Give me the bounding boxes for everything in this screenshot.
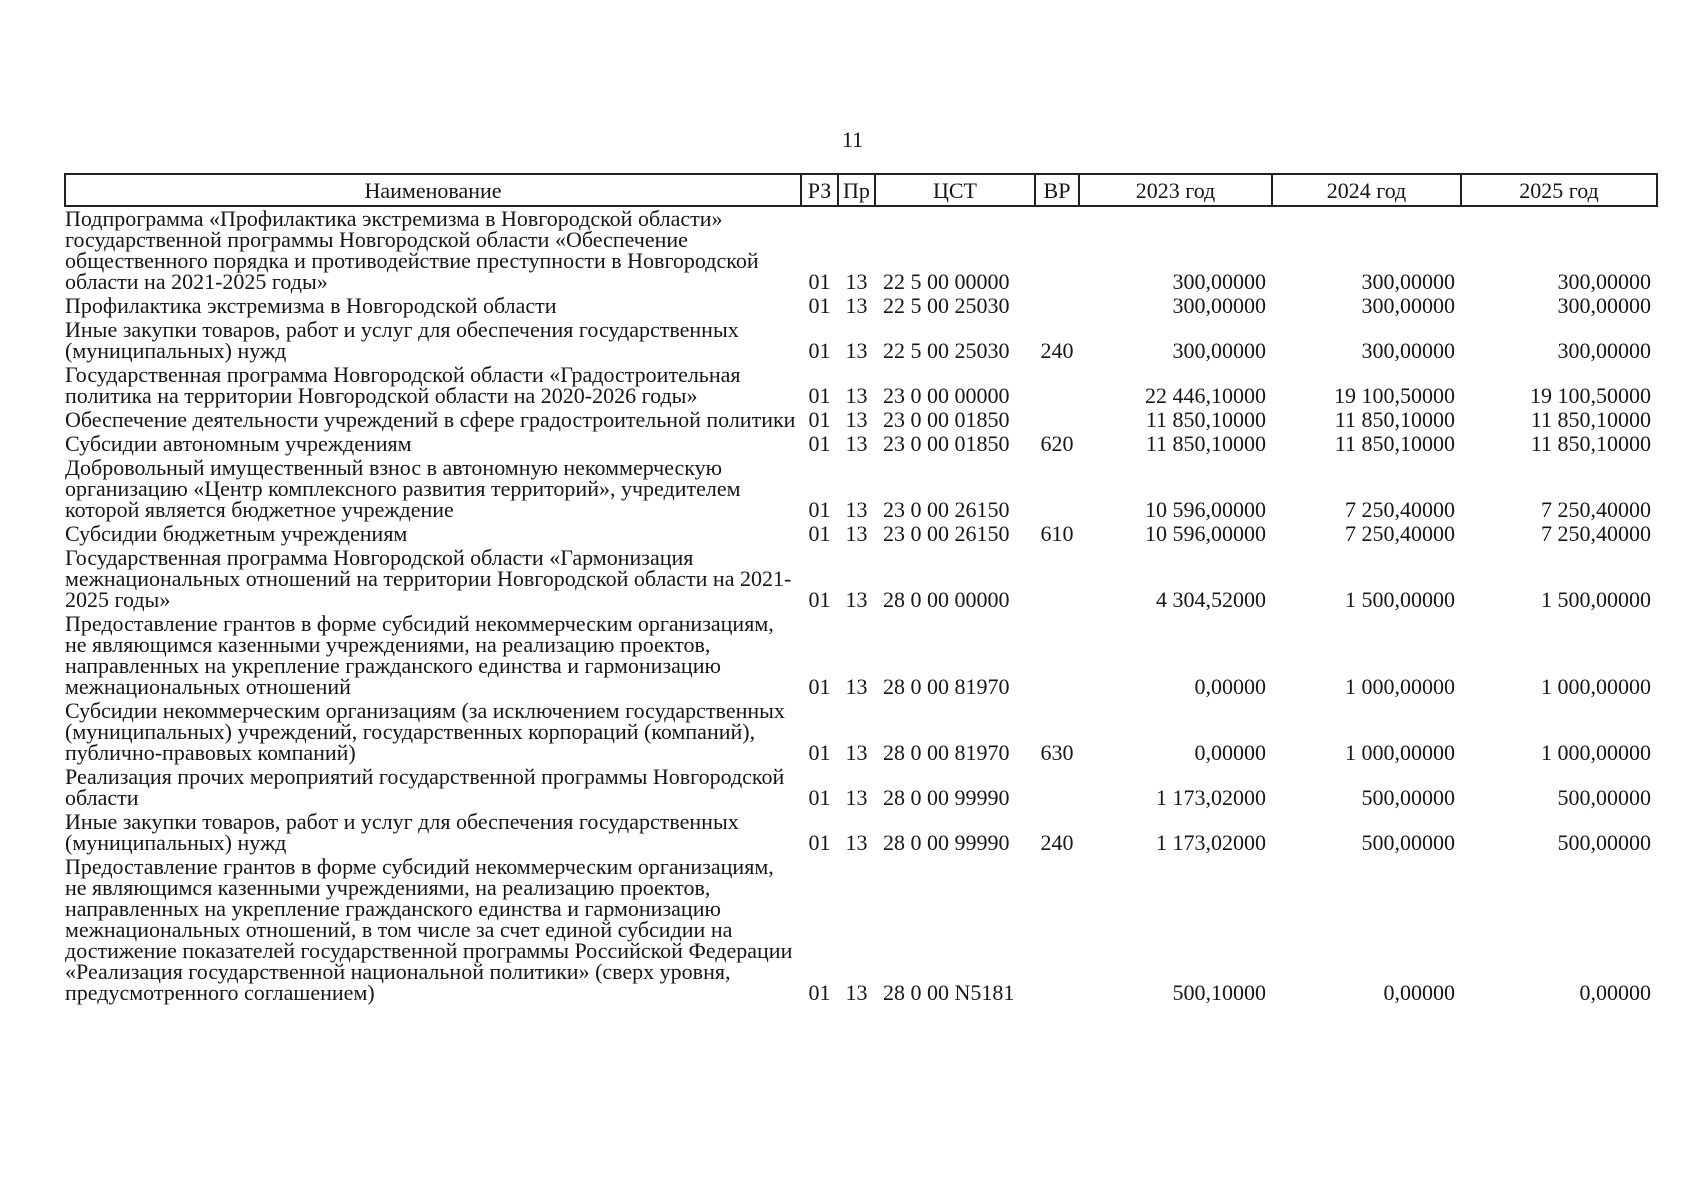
row-2023: 300,00000 <box>1172 338 1266 363</box>
row-2025: 1 000,00000 <box>1541 740 1651 765</box>
table-row <box>65 765 1657 810</box>
row-rz: 01 <box>808 521 831 546</box>
row-2024: 1 000,00000 <box>1345 674 1455 699</box>
row-name: Государственная программа Новгородской области «Градостроительная политика на территории Новгородской области на 2020-2026 годы» <box>65 362 741 408</box>
row-2025: 11 850,10000 <box>1530 431 1651 456</box>
row-pr: 13 <box>845 293 868 318</box>
row-rz: 01 <box>808 980 831 1005</box>
table-row <box>65 408 1657 432</box>
row-vr: 630 <box>1040 740 1074 765</box>
table-row <box>65 612 1657 699</box>
row-rz: 01 <box>808 497 831 522</box>
table-row <box>65 206 1657 294</box>
row-2024: 300,00000 <box>1361 293 1455 318</box>
row-name: Обеспечение деятельности учреждений в сфере градостроительной политики <box>65 407 796 432</box>
row-2025: 500,00000 <box>1557 830 1651 855</box>
row-2025: 0,00000 <box>1579 980 1651 1005</box>
row-rz: 01 <box>808 785 831 810</box>
row-2025: 300,00000 <box>1557 338 1651 363</box>
row-name: Субсидии некоммерческим организациям (за исключением государственных (муниципальных) учреждений, государственных корпораций (компаний), публично-правовых компаний) <box>65 698 785 765</box>
row-name: Предоставление грантов в форме субсидий некоммерческим организациям, не являющимся казенными учреждениями, на реализацию проектов, направленных на укрепление гражданского единства и гармонизацию межнациональных отношений, в том числе за счет единой субсидии на достижение показателей государственной программы Российской Федерации «Реализация государственной национальной политики» (сверх уровня, предусмотренного соглашением) <box>65 854 793 1005</box>
row-cst: 28 0 00 99990 <box>883 785 1010 810</box>
row-2023: 11 850,10000 <box>1145 431 1266 456</box>
table-row <box>65 522 1657 546</box>
row-2024: 300,00000 <box>1361 269 1455 294</box>
row-cst: 22 5 00 00000 <box>883 269 1010 294</box>
row-2023: 10 596,00000 <box>1145 521 1266 546</box>
row-cst: 28 0 00 N5181 <box>883 980 1015 1005</box>
row-2023: 1 173,02000 <box>1156 785 1266 810</box>
row-pr: 13 <box>845 338 868 363</box>
row-rz: 01 <box>808 293 831 318</box>
row-2025: 7 250,40000 <box>1541 497 1651 522</box>
row-name: Реализация прочих мероприятий государственной программы Новгородской области <box>65 764 785 810</box>
row-2024: 11 850,10000 <box>1334 431 1455 456</box>
row-cst: 28 0 00 99990 <box>883 830 1010 855</box>
row-vr <box>1035 612 1079 699</box>
header-vr: ВР <box>1035 174 1079 206</box>
row-name: Подпрограмма «Профилактика экстремизма в Новгородской области» государственной программы Новгородской области «Обеспечение общественного порядка и противодействие преступности в Новгородской области на 2021-2025 годы» <box>65 206 759 294</box>
row-rz: 01 <box>808 830 831 855</box>
row-pr: 13 <box>845 497 868 522</box>
row-rz: 01 <box>808 740 831 765</box>
row-vr <box>1035 294 1079 318</box>
row-2025: 1 500,00000 <box>1541 587 1651 612</box>
row-2023: 500,10000 <box>1172 980 1266 1005</box>
row-name: Предоставление грантов в форме субсидий некоммерческим организациям, не являющимся казенными учреждениями, на реализацию проектов, направленных на укрепление гражданского единства и гармонизацию межнациональных отношений <box>65 611 774 699</box>
row-pr: 13 <box>845 674 868 699</box>
row-2023: 1 173,02000 <box>1156 830 1266 855</box>
row-pr: 13 <box>845 521 868 546</box>
table-row <box>65 294 1657 318</box>
row-vr <box>1035 408 1079 432</box>
table-row <box>65 318 1657 363</box>
row-name: Субсидии автономным учреждениям <box>65 431 412 456</box>
row-2024: 500,00000 <box>1361 830 1455 855</box>
row-2025: 11 850,10000 <box>1530 407 1651 432</box>
row-2024: 7 250,40000 <box>1345 497 1455 522</box>
row-name: Профилактика экстремизма в Новгородской области <box>65 293 557 318</box>
row-2025: 300,00000 <box>1557 269 1651 294</box>
row-cst: 22 5 00 25030 <box>883 338 1010 363</box>
row-2024: 19 100,50000 <box>1334 383 1455 408</box>
row-2023: 0,00000 <box>1194 674 1266 699</box>
table-row <box>65 456 1657 522</box>
header-cst: ЦСТ <box>875 174 1035 206</box>
row-vr <box>1035 546 1079 612</box>
row-cst: 23 0 00 01850 <box>883 431 1010 456</box>
row-pr: 13 <box>845 785 868 810</box>
budget-table <box>64 173 1658 1005</box>
row-rz: 01 <box>808 674 831 699</box>
header-2025: 2025 год <box>1461 174 1657 206</box>
row-name: Добровольный имущественный взнос в автономную некоммерческую организацию «Центр комплексного развития территорий», учредителем которой является бюджетное учреждение <box>65 455 741 522</box>
row-pr: 13 <box>845 269 868 294</box>
row-2023: 0,00000 <box>1194 740 1266 765</box>
header-rz: РЗ <box>801 174 838 206</box>
row-2023: 4 304,52000 <box>1156 587 1266 612</box>
row-2023: 10 596,00000 <box>1145 497 1266 522</box>
row-2024: 0,00000 <box>1383 980 1455 1005</box>
row-2025: 300,00000 <box>1557 293 1651 318</box>
row-pr: 13 <box>845 830 868 855</box>
row-vr <box>1035 456 1079 522</box>
table-row <box>65 432 1657 456</box>
row-2024: 300,00000 <box>1361 338 1455 363</box>
row-2023: 300,00000 <box>1172 293 1266 318</box>
row-2025: 19 100,50000 <box>1530 383 1651 408</box>
header-name: Наименование <box>65 174 801 206</box>
row-pr: 13 <box>845 587 868 612</box>
row-vr: 240 <box>1040 830 1074 855</box>
row-2024: 7 250,40000 <box>1345 521 1455 546</box>
row-2024: 500,00000 <box>1361 785 1455 810</box>
row-rz: 01 <box>808 269 831 294</box>
row-pr: 13 <box>845 407 868 432</box>
row-name: Иные закупки товаров, работ и услуг для обеспечения государственных (муниципальных) нужд <box>65 809 739 855</box>
table-row <box>65 699 1657 765</box>
row-pr: 13 <box>845 383 868 408</box>
table-row <box>65 546 1657 612</box>
row-cst: 28 0 00 81970 <box>883 740 1010 765</box>
row-vr: 620 <box>1040 431 1074 456</box>
row-2023: 11 850,10000 <box>1145 407 1266 432</box>
row-2025: 500,00000 <box>1557 785 1651 810</box>
row-cst: 23 0 00 01850 <box>883 407 1010 432</box>
table-header <box>65 174 1657 206</box>
row-name: Иные закупки товаров, работ и услуг для обеспечения государственных (муниципальных) нужд <box>65 317 739 363</box>
header-pr: Пр <box>838 174 875 206</box>
row-rz: 01 <box>808 587 831 612</box>
row-name: Субсидии бюджетным учреждениям <box>65 521 408 546</box>
page-number: 11 <box>842 127 864 152</box>
row-2025: 7 250,40000 <box>1541 521 1651 546</box>
row-2025: 1 000,00000 <box>1541 674 1651 699</box>
table-row <box>65 810 1657 855</box>
row-rz: 01 <box>808 383 831 408</box>
row-cst: 23 0 00 26150 <box>883 497 1010 522</box>
row-cst: 28 0 00 81970 <box>883 674 1010 699</box>
row-cst: 28 0 00 00000 <box>883 587 1010 612</box>
row-2023: 22 446,10000 <box>1145 383 1266 408</box>
row-vr: 240 <box>1040 338 1074 363</box>
row-vr <box>1035 363 1079 408</box>
header-2023: 2023 год <box>1079 174 1272 206</box>
row-vr <box>1035 855 1079 1005</box>
row-rz: 01 <box>808 431 831 456</box>
row-cst: 23 0 00 26150 <box>883 521 1010 546</box>
row-vr <box>1035 765 1079 810</box>
row-rz: 01 <box>808 338 831 363</box>
row-pr: 13 <box>845 740 868 765</box>
table-row <box>65 363 1657 408</box>
row-2024: 1 500,00000 <box>1345 587 1455 612</box>
row-2024: 1 000,00000 <box>1345 740 1455 765</box>
row-cst: 22 5 00 25030 <box>883 293 1010 318</box>
row-cst: 23 0 00 00000 <box>883 383 1010 408</box>
row-pr: 13 <box>845 980 868 1005</box>
row-vr: 610 <box>1040 521 1074 546</box>
table-body <box>65 206 1657 1005</box>
row-rz: 01 <box>808 407 831 432</box>
header-2024: 2024 год <box>1272 174 1461 206</box>
row-pr: 13 <box>845 431 868 456</box>
row-2023: 300,00000 <box>1172 269 1266 294</box>
row-name: Государственная программа Новгородской области «Гармонизация межнациональных отношений на территории Новгородской области на 2021-2025 годы» <box>65 545 792 612</box>
row-2024: 11 850,10000 <box>1334 407 1455 432</box>
row-vr <box>1035 206 1079 294</box>
header-row <box>65 174 1657 206</box>
table-row <box>65 855 1657 1005</box>
